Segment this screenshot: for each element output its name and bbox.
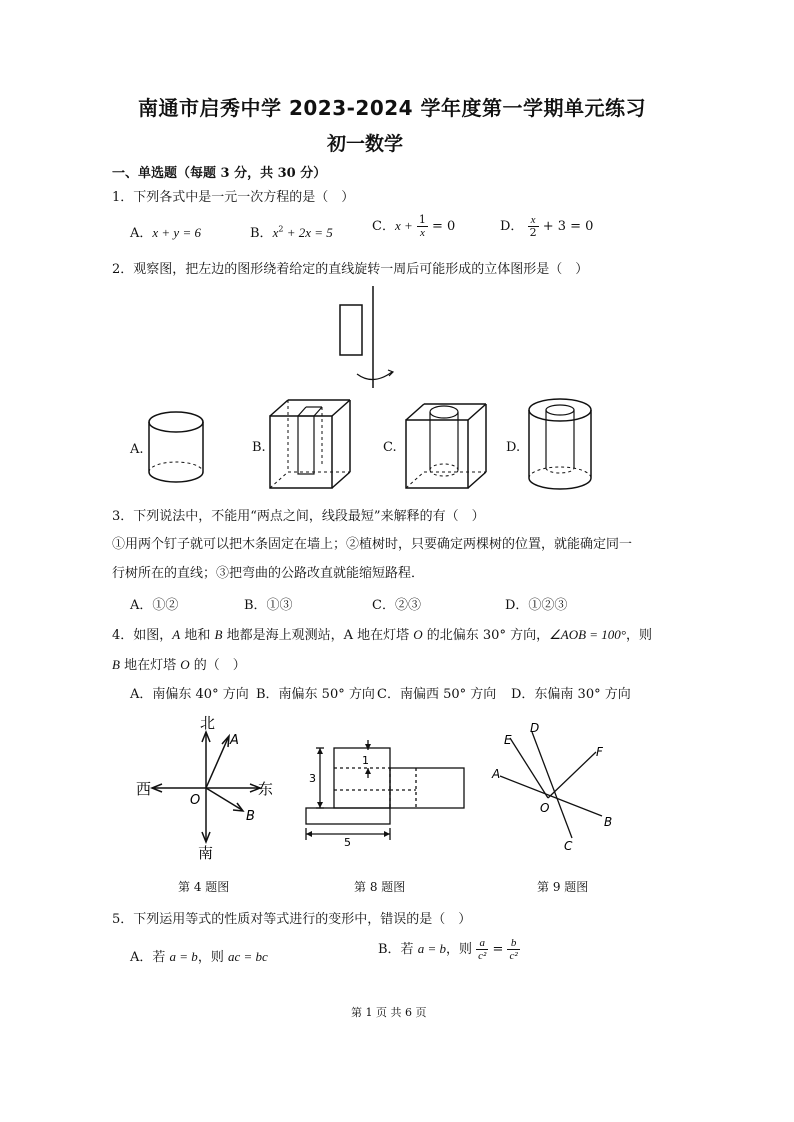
exam-subject: 初一数学: [327, 133, 404, 155]
question-3-line-1: ①用两个钉子就可以把木条固定在墙上；②植树时，只要确定两棵树的位置，就能确定同一: [112, 537, 633, 552]
ray-label-a: A: [492, 767, 501, 781]
question-3-option-a: A．①②: [130, 598, 179, 613]
compass-point-a-label: A: [230, 733, 239, 748]
question-4-line-2: B 地在灯塔 O 的（ ）: [112, 657, 246, 673]
question-1-option-b: B．$x^2 + 2x = 5$: [250, 224, 333, 241]
ray-label-o: O: [540, 801, 550, 815]
question-2-option-b: B.: [252, 440, 266, 455]
question-3-option-c: C．②③: [372, 598, 421, 613]
question-3-option-d: D．①②③: [505, 598, 568, 613]
compass-east-label: 东: [258, 780, 274, 798]
question-3-stem: 3．下列说法中，不能用“两点之间，线段最短”来解释的有（ ）: [112, 509, 485, 524]
section-heading: 一、单选题（每题 3 分，共 30 分）: [112, 166, 327, 181]
question-1-option-a: A．x + y = 6: [130, 225, 201, 241]
page-footer: 第 1 页 共 6 页: [351, 1006, 427, 1019]
compass-origin-label: O: [190, 793, 201, 808]
question-1-stem: 1．下列各式中是一元一次方程的是（ ）: [112, 190, 355, 205]
rotation-rectangle: [340, 305, 362, 355]
question-2-stem: 2．观察图，把左边的图形绕着给定的直线旋转一周后可能形成的立体图形是（ ）: [112, 262, 589, 277]
compass-south-label: 南: [198, 844, 214, 862]
figure-9-rays: [486, 716, 626, 856]
figure-4-caption: 第 4 题图: [178, 880, 230, 894]
rotation-arrow-icon: [357, 372, 392, 380]
question-1-option-c: C．x + $\frac{1}{x}$ = 0: [372, 213, 456, 239]
question-3-option-b: B．①③: [244, 598, 293, 613]
ray-label-b: B: [604, 815, 613, 829]
question-2-option-a: A.: [130, 442, 144, 457]
net-dimension-3: 3: [309, 772, 316, 785]
question-2-figure: [120, 278, 600, 508]
net-dimension-5: 5: [344, 836, 351, 849]
option-d-hollow-cylinder: [529, 399, 591, 489]
figure-8-net: [296, 738, 471, 850]
ray-label-e: E: [504, 733, 512, 747]
ray-label-c: C: [564, 839, 573, 853]
question-4-line-1: 4．如图，A 地和 B 地都是海上观测站，A 地在灯塔 O 的北偏东 30° 方向，∠AOB = 100°，则: [112, 627, 653, 643]
ray-label-f: F: [596, 745, 603, 759]
figure-4-compass: [130, 712, 280, 862]
question-1-option-d: D． $\frac{x}{2}$ + 3 = 0: [500, 214, 594, 239]
figure-9-caption: 第 9 题图: [537, 880, 589, 894]
question-4-option-a: A．南偏东 40° 方向: [130, 687, 249, 702]
figure-8-caption: 第 8 题图: [354, 880, 406, 894]
question-4-option-b: B．南偏东 50° 方向: [256, 687, 375, 702]
question-5-stem: 5．下列运用等式的性质对等式进行的变形中，错误的是（ ）: [112, 912, 472, 927]
question-4-option-c: C．南偏西 50° 方向: [377, 687, 497, 702]
question-2-option-d: D.: [506, 440, 521, 455]
exam-title: 南通市启秀中学 2023-2024 学年度第一学期单元练习: [138, 96, 647, 120]
question-2-option-c: C.: [383, 440, 397, 455]
option-b-prism: [270, 400, 350, 488]
compass-north-label: 北: [200, 714, 216, 732]
compass-point-b-label: B: [246, 809, 255, 824]
ray-label-d: D: [530, 721, 540, 735]
question-4-option-d: D．东偏南 30° 方向: [511, 687, 631, 702]
net-dimension-1: 1: [362, 754, 369, 767]
option-a-cylinder: [149, 412, 203, 482]
question-5-option-a: A．若 a = b，则 ac = bc: [130, 949, 268, 965]
option-c-cube-cylinder: [406, 404, 486, 488]
question-5-option-b: B．若 a = b，则 $\frac{a}{\text{c²}}$ = $\frac{b}{\text{c²}}$: [378, 937, 518, 962]
compass-west-label: 西: [136, 780, 152, 798]
question-3-line-2: 行树所在的直线；③把弯曲的公路改直就能缩短路程．: [112, 566, 425, 581]
